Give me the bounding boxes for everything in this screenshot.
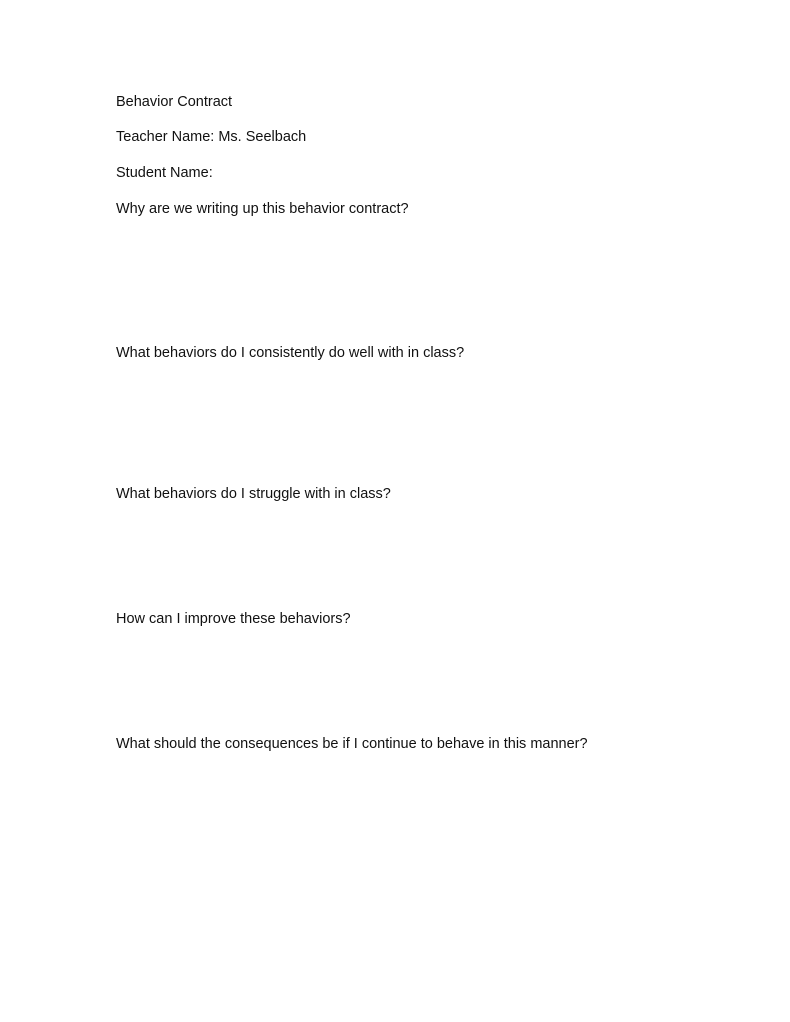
question-5: What should the consequences be if I continue to behave in this manner? [116,736,588,752]
question-2: What behaviors do I consistently do well with in class? [116,345,465,361]
student-name-line: Student Name: [116,165,213,181]
question-4: How can I improve these behaviors? [116,611,351,627]
question-1: Why are we writing up this behavior contract? [116,201,409,217]
teacher-name-line: Teacher Name: Ms. Seelbach [116,129,307,145]
question-3: What behaviors do I struggle with in class? [116,486,391,502]
document-title: Behavior Contract [116,94,233,110]
